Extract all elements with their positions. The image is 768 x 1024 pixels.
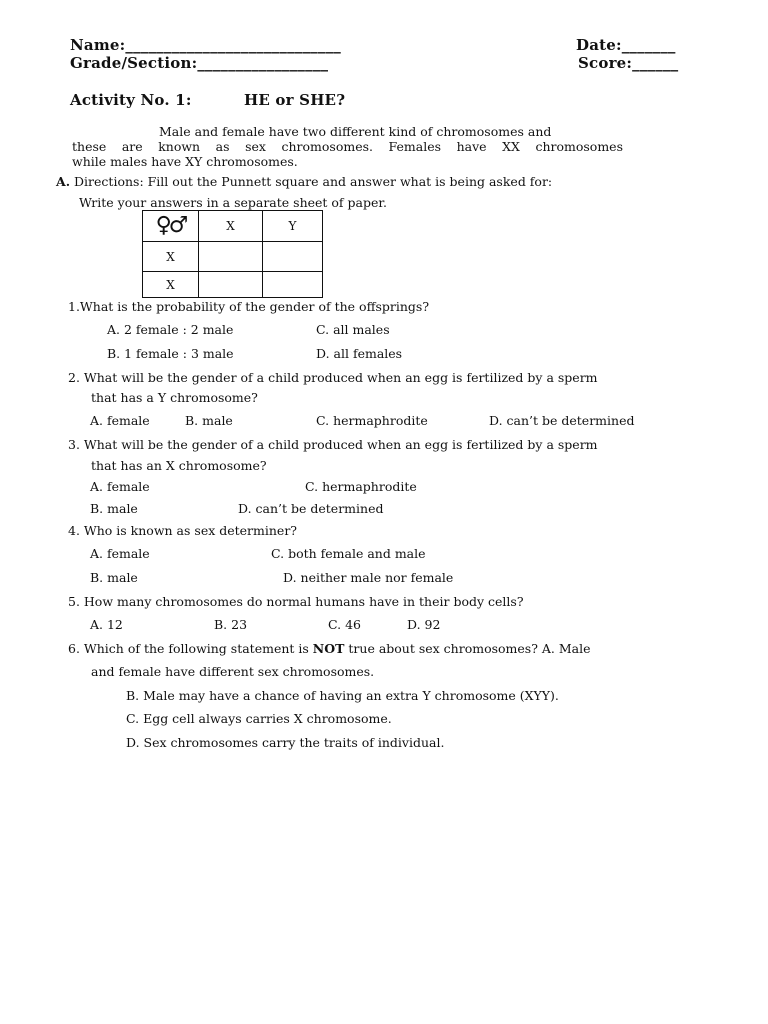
question-5: 5. How many chromosomes do normal humans have in their body cells? <box>68 594 524 609</box>
directions-letter: A. <box>56 174 71 189</box>
q2-option-d: D. can’t be determined <box>489 413 635 428</box>
directions <box>56 174 552 189</box>
question-4: 4. Who is known as sex determiner? <box>68 523 298 538</box>
punnett-cell[interactable] <box>199 242 263 272</box>
punnett-cell[interactable] <box>263 272 323 298</box>
q3-option-d: D. can’t be determined <box>238 501 384 516</box>
question-6-line-2: and female have different sex chromosomes. <box>91 664 375 679</box>
date-field-label: Date:_______ <box>576 36 676 54</box>
q3-option-c: C. hermaphrodite <box>305 479 417 494</box>
q5-option-c: C. 46 <box>328 617 361 632</box>
question-1: 1.What is the probability of the gender of the offsprings? <box>68 299 430 314</box>
punnett-row-header: X <box>143 272 199 298</box>
q1-option-a: A. 2 female : 2 male <box>107 322 234 337</box>
question-2-line-1: 2. What will be the gender of a child produced when an egg is fertilized by a sperm <box>68 370 598 385</box>
q4-option-d: D. neither male nor female <box>283 570 454 585</box>
q2-option-c: C. hermaphrodite <box>316 413 428 428</box>
punnett-col-header: Y <box>263 211 323 242</box>
q6-option-d: D. Sex chromosomes carry the traits of individual. <box>126 735 445 750</box>
q4-option-b: B. male <box>90 570 138 585</box>
q5-option-d: D. 92 <box>407 617 441 632</box>
grade-section-field-label: Grade/Section:_________________ <box>70 54 329 72</box>
punnett-row-header: X <box>143 242 199 272</box>
q2-option-a: A. female <box>90 413 150 428</box>
directions-subtext: Write your answers in a separate sheet of paper. <box>79 195 387 210</box>
activity-number: Activity No. 1: <box>70 91 192 109</box>
intro-line-2: these are known as sex chromosomes. Females have XX chromosomes <box>72 139 623 154</box>
punnett-col-header: X <box>199 211 263 242</box>
q1-option-d: D. all females <box>316 346 403 361</box>
question-3-line-1: 3. What will be the gender of a child produced when an egg is fertilized by a sperm <box>68 437 598 452</box>
activity-title: HE or SHE? <box>244 91 346 109</box>
q3-option-b: B. male <box>90 501 138 516</box>
q1-option-c: C. all males <box>316 322 390 337</box>
q1-option-b: B. 1 female : 3 male <box>107 346 234 361</box>
q5-option-a: A. 12 <box>90 617 123 632</box>
directions-text: Directions: Fill out the Punnett square and answer what is being asked for: <box>70 174 553 189</box>
q4-option-a: A. female <box>90 546 150 561</box>
question-6-line-1 <box>68 641 591 656</box>
q2-option-b: B. male <box>185 413 233 428</box>
q6-option-b: B. Male may have a chance of having an extra Y chromosome (XYY). <box>126 688 559 703</box>
q6-text-pre: 6. Which of the following statement is <box>68 641 313 656</box>
punnett-corner <box>143 211 199 242</box>
q6-not-emphasis: NOT <box>312 641 345 656</box>
q6-text-post: true about sex chromosomes? A. Male <box>344 641 591 656</box>
intro-line-1: Male and female have two different kind of chromosomes and <box>159 124 552 139</box>
question-2-line-2: that has a Y chromosome? <box>91 390 258 405</box>
q5-option-b: B. 23 <box>214 617 248 632</box>
female-male-symbol-icon: ♀♂ <box>155 213 186 238</box>
punnett-cell[interactable] <box>199 272 263 298</box>
q3-option-a: A. female <box>90 479 150 494</box>
question-3-line-2: that has an X chromosome? <box>91 458 267 473</box>
intro-line-3: while males have XY chromosomes. <box>72 154 298 169</box>
q4-option-c: C. both female and male <box>271 546 426 561</box>
name-field-label: Name:____________________________ <box>70 36 341 54</box>
punnett-cell[interactable] <box>263 242 323 272</box>
score-field-label: Score:______ <box>578 54 679 72</box>
punnett-square <box>142 210 323 298</box>
q6-option-c: C. Egg cell always carries X chromosome. <box>126 711 392 726</box>
